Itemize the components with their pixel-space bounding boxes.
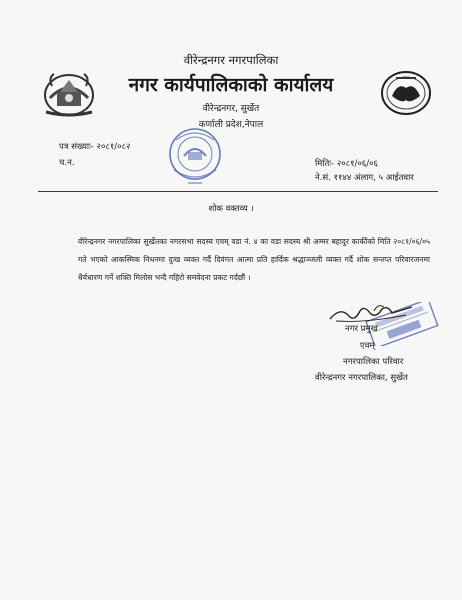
signatory-conjunction: एवम्: [360, 341, 375, 351]
office-name: नगर कार्यपालिकाको कार्यालय: [128, 74, 334, 96]
address-line-2: कर्णाली प्रदेश,नेपाल: [198, 120, 264, 130]
dispatch-number: च.न.: [59, 158, 75, 168]
reference-number: पत्र संख्याः- २०८१/०८२: [59, 142, 131, 152]
signatory-org: नगरपालिका परिवार: [343, 357, 404, 367]
address-line-1: वीरेन्द्रनगर, सुर्खेत: [202, 104, 260, 114]
signatory-place: वीरेन्द्रनगर नगरपालिका, सुर्खेत: [315, 373, 408, 383]
nepal-era-date: ने.सं. ११४४ अंलाग, ५ आईतवार: [315, 173, 414, 183]
header-divider: [38, 191, 438, 192]
municipality-name: वीरेन्द्रनगर नगरपालिका: [183, 53, 279, 67]
letter-subject: शोक वक्तव्य ।: [208, 204, 254, 214]
office-seal-stamp: [166, 126, 224, 186]
letter-date: मितिः- २०८१/०६/०६: [315, 159, 378, 169]
signature: [326, 301, 416, 325]
signatory-title: नगर प्रमुख: [345, 324, 378, 334]
letter-body: वीरेन्द्रनगर नगरपालिका सुर्खेतका नगरसभा सदस्य एवम् वडा नं. ४ का वडा सदस्य श्री अम्मर बहादुर कार्कीको मिति २०८१/०६/०५ गते भएको आकस्मिक निधनमा दुःख व्यक्त गर्दै दिवंगत आत्मा प्रति हार्दिक श्रद्धाञ्जली व्यक्त गर्दै शोक सन्तप्त परिवारजनमा धैर्यधारण गर्ने शक्ति मिलोस भन्दै गहिरो समवेदना प्रकट गर्दछौं ।: [78, 237, 430, 282]
